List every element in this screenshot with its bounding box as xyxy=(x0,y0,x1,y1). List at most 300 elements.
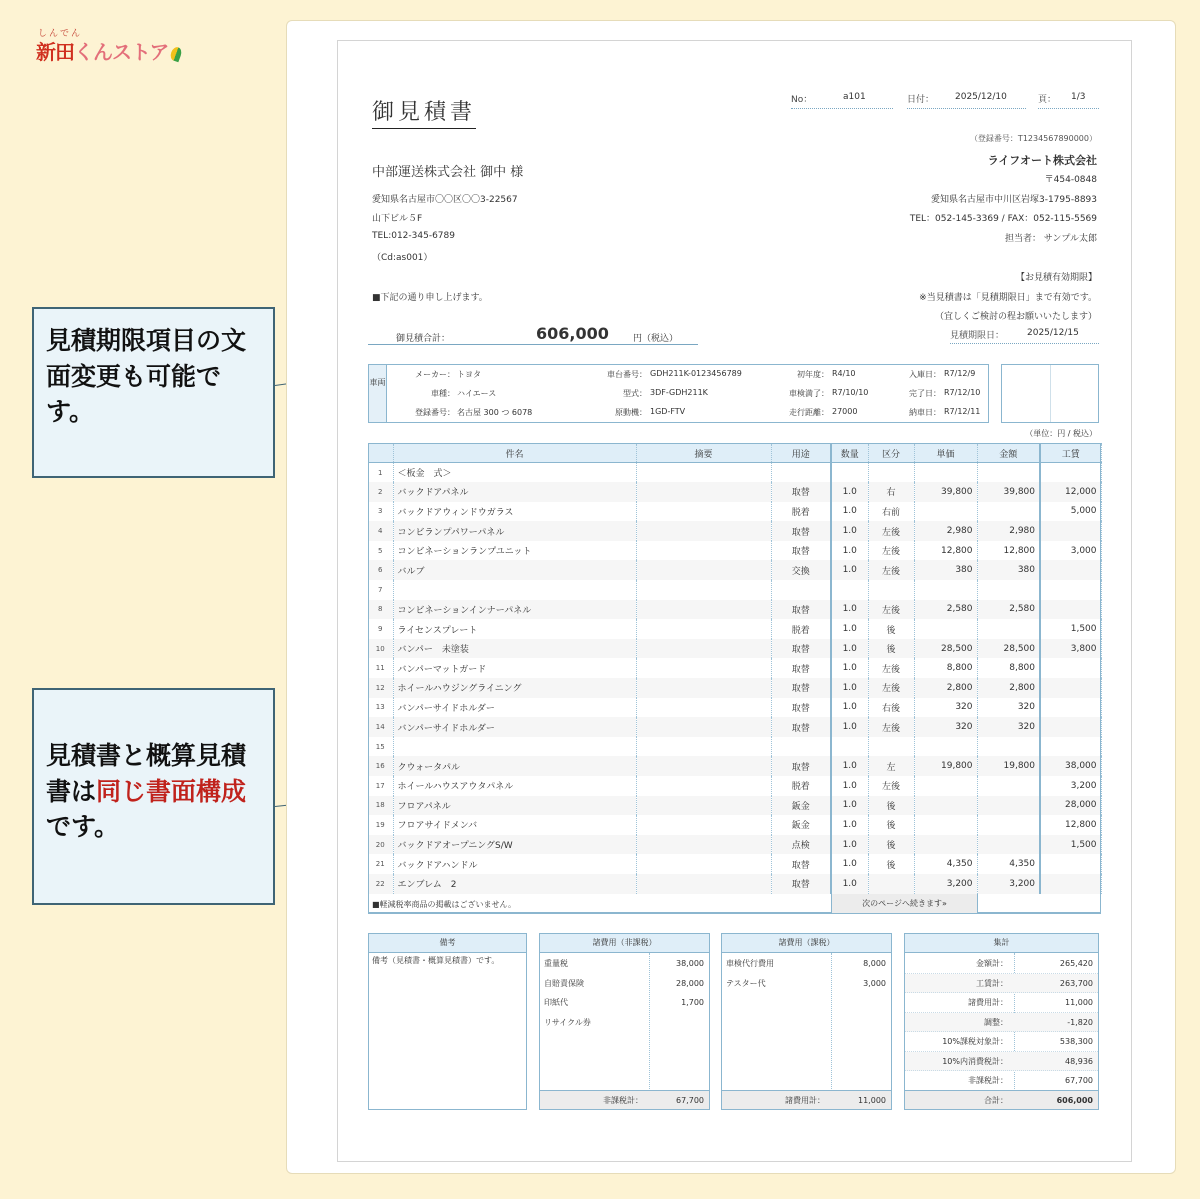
summary-total-label: 合計： xyxy=(984,1096,1008,1105)
row-amount xyxy=(977,835,1040,855)
row-summary xyxy=(636,756,771,776)
row-unit-price: 19,800 xyxy=(914,756,977,776)
row-summary xyxy=(636,580,771,600)
doc-page-field xyxy=(1038,92,1099,109)
table-row xyxy=(368,854,1101,874)
row-amount: 2,580 xyxy=(977,600,1040,620)
row-summary xyxy=(636,796,771,816)
chassis-label: 車台番号： xyxy=(607,370,647,379)
doc-page: 1/3 xyxy=(1071,92,1086,102)
row-qty: 1.0 xyxy=(831,560,868,580)
row-division xyxy=(868,580,914,600)
recipient-address-2: 山下ビル５F xyxy=(372,214,423,224)
taxed-row xyxy=(722,954,891,974)
row-unit-price xyxy=(914,737,977,757)
vehicle-info xyxy=(368,364,989,423)
table-row xyxy=(368,619,1101,639)
summary-box xyxy=(904,933,1099,1110)
row-usage xyxy=(771,737,831,757)
row-unit-price xyxy=(914,835,977,855)
row-division: 右 xyxy=(868,482,914,502)
row-no: 19 xyxy=(368,815,393,835)
row-no: 22 xyxy=(368,874,393,894)
row-no: 7 xyxy=(368,580,393,600)
row-amount xyxy=(977,502,1040,522)
row-usage xyxy=(771,463,831,483)
recipient-name: 中部運送株式会社 御中 様 xyxy=(372,165,524,180)
model-label: 車種： xyxy=(431,389,455,398)
summary-row xyxy=(905,993,1098,1013)
row-usage: 脱着 xyxy=(771,502,831,522)
row-qty: 1.0 xyxy=(831,717,868,737)
out-date-label: 納車日： xyxy=(909,408,941,417)
row-amount xyxy=(977,463,1040,483)
col-qty: 数量 xyxy=(831,444,868,463)
remarks-box xyxy=(368,933,527,1110)
nontax-row xyxy=(540,974,709,994)
row-usage: 取替 xyxy=(771,698,831,718)
row-usage: 取替 xyxy=(771,717,831,737)
row-amount: 380 xyxy=(977,560,1040,580)
row-labor xyxy=(1040,678,1101,698)
grand-total-label: 御見積合計： xyxy=(396,334,451,344)
items-footer xyxy=(368,894,1101,914)
inspection-value: R7/10/10 xyxy=(832,388,869,397)
row-amount xyxy=(977,737,1040,757)
mileage-value: 27000 xyxy=(832,407,858,416)
row-item xyxy=(393,737,636,757)
summary-row-value: 263,700 xyxy=(1059,978,1093,988)
row-labor xyxy=(1040,854,1101,874)
doc-page-label: 頁： xyxy=(1038,95,1057,105)
row-qty: 1.0 xyxy=(831,521,868,541)
continue-notice: 次のページへ続きます» xyxy=(831,894,978,913)
row-item: バンパーサイドホルダー xyxy=(393,698,636,718)
logo-text-sub: くんストア xyxy=(74,40,169,64)
row-unit-price: 39,800 xyxy=(914,482,977,502)
callout-same-format xyxy=(32,688,275,905)
row-qty: 1.0 xyxy=(831,796,868,816)
row-labor xyxy=(1040,560,1101,580)
col-usage: 用途 xyxy=(771,444,831,463)
engine-value: 1GD-FTV xyxy=(650,407,686,416)
vehicle-side-label: 車両 xyxy=(369,365,387,422)
summary-row-label: 調整： xyxy=(984,1017,1008,1027)
registration-number: （登録番号：T1234567890000） xyxy=(969,134,1097,143)
company-zip: 〒454-0848 xyxy=(1044,175,1097,185)
row-usage: 取替 xyxy=(771,658,831,678)
row-summary xyxy=(636,717,771,737)
taxed-total-row xyxy=(722,1090,891,1109)
doc-title: 御見積書 xyxy=(372,95,476,129)
summary-row-label: 諸費用計： xyxy=(968,998,1008,1007)
table-row xyxy=(368,482,1101,502)
summary-row-value: 48,936 xyxy=(1065,1056,1093,1066)
row-no: 5 xyxy=(368,541,393,561)
row-labor xyxy=(1040,463,1101,483)
row-labor: 3,200 xyxy=(1040,776,1101,796)
row-usage: 取替 xyxy=(771,854,831,874)
row-labor xyxy=(1040,658,1101,678)
row-item: コンビネーションランプユニット xyxy=(393,541,636,561)
row-qty: 1.0 xyxy=(831,619,868,639)
table-row xyxy=(368,639,1101,659)
summary-row-value: 67,700 xyxy=(1065,1076,1093,1085)
row-amount: 19,800 xyxy=(977,756,1040,776)
taxed-fees-box xyxy=(721,933,892,1110)
validity-note-2: （宜しくご検討の程お願いいたします） xyxy=(934,312,1097,322)
row-item: コンビネーションインナーパネル xyxy=(393,600,636,620)
row-amount xyxy=(977,619,1040,639)
row-division: 後 xyxy=(868,796,914,816)
row-no: 8 xyxy=(368,600,393,620)
row-labor xyxy=(1040,521,1101,541)
nontax-row xyxy=(540,993,709,1013)
table-row xyxy=(368,600,1101,620)
row-division xyxy=(868,737,914,757)
row-amount xyxy=(977,580,1040,600)
row-amount: 8,800 xyxy=(977,658,1040,678)
row-usage: 取替 xyxy=(771,521,831,541)
row-no: 15 xyxy=(368,737,393,757)
col-unit-price: 単価 xyxy=(914,444,977,463)
items-table xyxy=(368,443,1102,894)
nontax-total-value: 67,700 xyxy=(676,1096,704,1105)
row-item: バンパーマットガード xyxy=(393,658,636,678)
row-no: 17 xyxy=(368,776,393,796)
company-name: ライフオート株式会社 xyxy=(987,154,1097,167)
row-labor xyxy=(1040,580,1101,600)
validity-note-1: ※当見積書は「見積期限日」まで有効です。 xyxy=(919,293,1097,303)
table-row xyxy=(368,717,1101,737)
table-row xyxy=(368,737,1101,757)
validity-heading: 【お見積有効期限】 xyxy=(1015,273,1097,283)
row-item: バルブ xyxy=(393,560,636,580)
row-division: 左後 xyxy=(868,521,914,541)
row-qty: 1.0 xyxy=(831,639,868,659)
col-division: 区分 xyxy=(868,444,914,463)
row-usage: 脱着 xyxy=(771,619,831,639)
row-unit-price: 320 xyxy=(914,698,977,718)
row-item: ライセンスプレート xyxy=(393,619,636,639)
summary-total-row xyxy=(905,1090,1098,1109)
row-unit-price: 380 xyxy=(914,560,977,580)
row-usage: 鈑金 xyxy=(771,796,831,816)
row-unit-price: 3,200 xyxy=(914,874,977,894)
row-labor xyxy=(1040,698,1101,718)
row-item: フロアパネル xyxy=(393,796,636,816)
row-labor: 3,800 xyxy=(1040,639,1101,659)
table-row xyxy=(368,580,1101,600)
row-usage: 取替 xyxy=(771,874,831,894)
in-date-label: 入庫日： xyxy=(909,370,941,379)
nontax-heading: 諸費用（非課税） xyxy=(540,934,709,953)
summary-row-label: 金額計： xyxy=(976,959,1008,968)
row-usage: 取替 xyxy=(771,678,831,698)
row-no: 3 xyxy=(368,502,393,522)
logo-ruby: しんでん xyxy=(38,29,83,39)
remarks-heading: 備考 xyxy=(369,934,526,953)
grand-total-unit: 円（税込） xyxy=(633,334,679,344)
table-row xyxy=(368,658,1101,678)
row-summary xyxy=(636,619,771,639)
row-division xyxy=(868,874,914,894)
taxed-row-label: テスター代 xyxy=(726,978,766,988)
row-labor xyxy=(1040,874,1101,894)
row-qty: 1.0 xyxy=(831,678,868,698)
row-no: 12 xyxy=(368,678,393,698)
grand-total-field xyxy=(368,324,698,345)
taxed-row-value: 3,000 xyxy=(863,978,886,988)
summary-heading: 集計 xyxy=(905,934,1098,953)
first-reg-value: R4/10 xyxy=(832,369,856,378)
summary-row-value: 11,000 xyxy=(1065,998,1093,1007)
row-unit-price: 8,800 xyxy=(914,658,977,678)
inspection-label: 車検満了： xyxy=(789,389,829,398)
person-in-charge: 担当者： サンプル太郎 xyxy=(1004,234,1097,244)
summary-row-value: 265,420 xyxy=(1059,959,1093,968)
taxed-total-label: 諸費用計： xyxy=(785,1096,825,1105)
logo-text-main: 新田 xyxy=(36,40,74,64)
table-note: ■軽減税率商品の掲載はございません。 xyxy=(372,900,517,909)
table-row xyxy=(368,521,1101,541)
row-qty: 1.0 xyxy=(831,600,868,620)
row-item: バンパーサイドホルダー xyxy=(393,717,636,737)
row-unit-price xyxy=(914,580,977,600)
summary-row xyxy=(905,974,1098,994)
nontax-row-value: 1,700 xyxy=(681,998,704,1007)
row-unit-price: 12,800 xyxy=(914,541,977,561)
row-division: 左後 xyxy=(868,717,914,737)
validity-date: 2025/12/15 xyxy=(1027,328,1079,338)
row-division: 後 xyxy=(868,854,914,874)
row-labor xyxy=(1040,600,1101,620)
intro-text: ■下記の通り申し上げます。 xyxy=(372,293,488,303)
row-qty: 1.0 xyxy=(831,502,868,522)
row-qty: 1.0 xyxy=(831,776,868,796)
row-unit-price xyxy=(914,776,977,796)
row-item: ホイールハウジングライニング xyxy=(393,678,636,698)
row-no: 2 xyxy=(368,482,393,502)
row-summary xyxy=(636,541,771,561)
maker-label: メーカー： xyxy=(415,370,455,379)
col-labor: 工賃 xyxy=(1040,444,1101,463)
table-row xyxy=(368,815,1101,835)
summary-row-label: 10%内消費税計： xyxy=(942,1056,1008,1066)
row-qty xyxy=(831,737,868,757)
row-division: 後 xyxy=(868,815,914,835)
callout-same-format-a: 見積書と概算見積書は xyxy=(46,741,247,806)
row-amount xyxy=(977,796,1040,816)
beginner-leaf-icon xyxy=(169,46,183,63)
in-date-value: R7/12/9 xyxy=(944,369,976,378)
first-reg-label: 初年度： xyxy=(797,370,829,379)
row-amount: 39,800 xyxy=(977,482,1040,502)
row-unit-price xyxy=(914,815,977,835)
row-division: 左後 xyxy=(868,658,914,678)
col-no xyxy=(368,444,393,463)
row-no: 20 xyxy=(368,835,393,855)
row-item: ＜板金 式＞ xyxy=(393,463,636,483)
row-qty: 1.0 xyxy=(831,658,868,678)
chassis-value: GDH211K-0123456789 xyxy=(650,369,742,378)
taxed-row xyxy=(722,974,891,994)
row-no: 18 xyxy=(368,796,393,816)
nontax-row-label: リサイクル券 xyxy=(544,1017,591,1027)
row-usage: 点検 xyxy=(771,835,831,855)
row-labor xyxy=(1040,737,1101,757)
table-row xyxy=(368,560,1101,580)
col-amount: 金額 xyxy=(977,444,1040,463)
row-unit-price: 320 xyxy=(914,717,977,737)
row-item: ホイールハウスアウタパネル xyxy=(393,776,636,796)
remarks-text: 備考（見積書・概算見積書）です。 xyxy=(372,956,500,965)
row-division: 左後 xyxy=(868,600,914,620)
nontax-row xyxy=(540,1013,709,1033)
row-item: エンブレム 2 xyxy=(393,874,636,894)
table-row xyxy=(368,874,1101,894)
table-row xyxy=(368,835,1101,855)
validity-date-label: 見積期限日： xyxy=(950,331,1005,341)
store-logo xyxy=(36,29,181,65)
row-labor: 1,500 xyxy=(1040,835,1101,855)
summary-row-label: 10%課税対象計： xyxy=(942,1037,1008,1046)
row-item: コンビランプパワーパネル xyxy=(393,521,636,541)
row-summary xyxy=(636,502,771,522)
row-unit-price: 2,580 xyxy=(914,600,977,620)
row-unit-price xyxy=(914,463,977,483)
plate-label: 登録番号： xyxy=(415,408,455,417)
row-unit-price xyxy=(914,502,977,522)
row-qty: 1.0 xyxy=(831,815,868,835)
summary-row-value: -1,820 xyxy=(1067,1017,1093,1027)
row-summary xyxy=(636,463,771,483)
table-row xyxy=(368,541,1101,561)
doc-no-label: No： xyxy=(791,95,813,105)
row-summary xyxy=(636,639,771,659)
row-summary xyxy=(636,678,771,698)
summary-row-label: 非課税計： xyxy=(968,1076,1008,1085)
row-amount xyxy=(977,815,1040,835)
table-row xyxy=(368,678,1101,698)
table-row xyxy=(368,756,1101,776)
row-no: 9 xyxy=(368,619,393,639)
row-unit-price: 4,350 xyxy=(914,854,977,874)
table-row xyxy=(368,502,1101,522)
row-division: 左後 xyxy=(868,678,914,698)
row-division: 左後 xyxy=(868,560,914,580)
unit-note: （単位：円 / 税込） xyxy=(1025,429,1097,438)
row-amount: 320 xyxy=(977,698,1040,718)
row-item: バックドアハンドル xyxy=(393,854,636,874)
row-no: 1 xyxy=(368,463,393,483)
row-item xyxy=(393,580,636,600)
done-date-label: 完了日： xyxy=(909,389,941,398)
row-qty: 1.0 xyxy=(831,835,868,855)
grand-total-amount: 606,000 xyxy=(536,324,609,343)
taxed-heading: 諸費用（課税） xyxy=(722,934,891,953)
summary-row xyxy=(905,1071,1098,1091)
callout-same-format-red: 同じ書面構成 xyxy=(96,776,247,806)
row-usage: 交換 xyxy=(771,560,831,580)
row-item: バックドアパネル xyxy=(393,482,636,502)
items-header-row xyxy=(368,444,1101,463)
row-amount: 4,350 xyxy=(977,854,1040,874)
row-no: 13 xyxy=(368,698,393,718)
row-amount: 320 xyxy=(977,717,1040,737)
row-summary xyxy=(636,698,771,718)
col-item: 件名 xyxy=(393,444,636,463)
row-labor xyxy=(1040,717,1101,737)
row-amount: 3,200 xyxy=(977,874,1040,894)
nontax-row-value: 28,000 xyxy=(676,978,704,988)
mileage-label: 走行距離： xyxy=(789,408,829,417)
summary-row xyxy=(905,954,1098,974)
row-item: フロアサイドメンバ xyxy=(393,815,636,835)
row-amount xyxy=(977,776,1040,796)
row-usage: 脱着 xyxy=(771,776,831,796)
row-summary xyxy=(636,776,771,796)
taxed-row-label: 車検代行費用 xyxy=(726,959,774,968)
row-division xyxy=(868,463,914,483)
row-labor: 5,000 xyxy=(1040,502,1101,522)
doc-date-label: 日付： xyxy=(907,95,935,105)
row-no: 6 xyxy=(368,560,393,580)
plate-value: 名古屋 300 つ 6078 xyxy=(457,408,533,417)
summary-row xyxy=(905,1032,1098,1052)
model-value: ハイエース xyxy=(457,389,497,398)
recipient-address-1: 愛知県名古屋市〇〇区〇〇3-22567 xyxy=(372,195,518,205)
row-summary xyxy=(636,482,771,502)
row-no: 4 xyxy=(368,521,393,541)
row-qty: 1.0 xyxy=(831,482,868,502)
row-usage xyxy=(771,580,831,600)
row-division: 後 xyxy=(868,619,914,639)
row-unit-price: 28,500 xyxy=(914,639,977,659)
row-usage: 鈑金 xyxy=(771,815,831,835)
row-unit-price: 2,980 xyxy=(914,521,977,541)
col-summary: 摘要 xyxy=(636,444,771,463)
row-labor: 28,000 xyxy=(1040,796,1101,816)
row-unit-price: 2,800 xyxy=(914,678,977,698)
taxed-total-value: 11,000 xyxy=(858,1096,886,1105)
row-division: 後 xyxy=(868,639,914,659)
row-summary xyxy=(636,521,771,541)
row-qty: 1.0 xyxy=(831,756,868,776)
row-no: 21 xyxy=(368,854,393,874)
row-amount: 2,980 xyxy=(977,521,1040,541)
vehicle-stamp-box xyxy=(1001,364,1099,423)
row-qty xyxy=(831,580,868,600)
row-summary xyxy=(636,737,771,757)
row-division: 左後 xyxy=(868,541,914,561)
row-labor: 3,000 xyxy=(1040,541,1101,561)
row-summary xyxy=(636,560,771,580)
row-item: バックドアオープニングS/W xyxy=(393,835,636,855)
maker-value: トヨタ xyxy=(457,370,481,379)
table-row xyxy=(368,463,1101,483)
row-labor: 1,500 xyxy=(1040,619,1101,639)
row-unit-price xyxy=(914,796,977,816)
nontax-total-label: 非課税計： xyxy=(603,1096,643,1105)
nontax-total-row xyxy=(540,1090,709,1109)
row-summary xyxy=(636,815,771,835)
row-no: 14 xyxy=(368,717,393,737)
summary-row-value: 538,300 xyxy=(1059,1037,1093,1046)
row-division: 右前 xyxy=(868,502,914,522)
row-item: バンパー 未塗装 xyxy=(393,639,636,659)
summary-row xyxy=(905,1013,1098,1033)
